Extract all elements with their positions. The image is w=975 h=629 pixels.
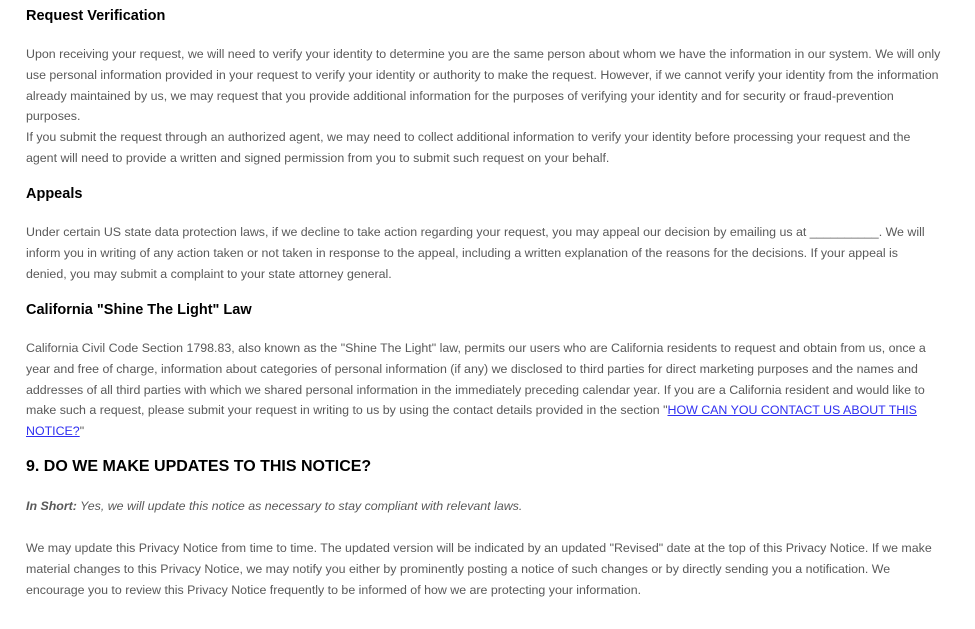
appeals-heading: Appeals [26, 186, 83, 202]
shine-the-light-text: California Civil Code Section 1798.83, also known as the "Shine The Light" law, permits our users who are California residents to request and obtain from us, once a year and free of charge, information about categories of personal information (if any) we disclosed to third parties for direct marketing purposes and the names and addresses of all third parties with which we shared personal information in the immediately preceding calendar year. If you are a California resident and would like to make such a request, please submit your request in writing to us by using the contact details provided in the section " [26, 341, 926, 418]
shine-the-light-text-end: " [79, 424, 85, 439]
in-short-text: Yes, we will update this notice as necessary to stay compliant with relevant laws. [76, 499, 523, 513]
shine-the-light-heading: California "Shine The Light" Law [26, 302, 252, 318]
request-verification-paragraph-2: If you submit the request through an authorized agent, we may need to collect additional information to verify your identity before processing your request and the agent will need to provide a written and signed permission from you to submit such request on your behalf. [26, 130, 911, 165]
request-verification-heading: Request Verification [26, 8, 166, 24]
appeals-paragraph: Under certain US state data protection laws, if we decline to take action regarding your request, you may appeal our decision by emailing us at __________. We will inform you in writing of any action taken or not taken in response to the appeal, including a written explanation of the reasons for the decisions. If your appeal is denied, you may submit a complaint to your state attorney general. [26, 225, 925, 281]
updates-heading: 9. DO WE MAKE UPDATES TO THIS NOTICE? [26, 458, 372, 475]
updates-paragraph: We may update this Privacy Notice from time to time. The updated version will be indicated by an updated "Revised" date at the top of this Privacy Notice. If we make material changes to this Privacy Notice, we may notify you either by prominently posting a notice of such changes or by directly sending you a notification. We encourage you to review this Privacy Notice frequently to be informed of how we are protecting your information. [26, 541, 932, 597]
updates-in-short [26, 496, 941, 517]
shine-the-light-paragraph [26, 338, 941, 442]
in-short-label: In Short: [26, 499, 77, 513]
contact-us-link[interactable]: HOW CAN YOU CONTACT US ABOUT THIS NOTICE? [26, 403, 917, 439]
request-verification-paragraph-1: Upon receiving your request, we will need to verify your identity to determine you are the same person about whom we have the information in our system. We will only use personal information provided in your request to verify your identity or authority to make the request. However, if we cannot verify your identity from the information already maintained by us, we may request that you provide additional information for the purposes of verifying your identity and for security or fraud-prevention purposes. [26, 47, 941, 124]
